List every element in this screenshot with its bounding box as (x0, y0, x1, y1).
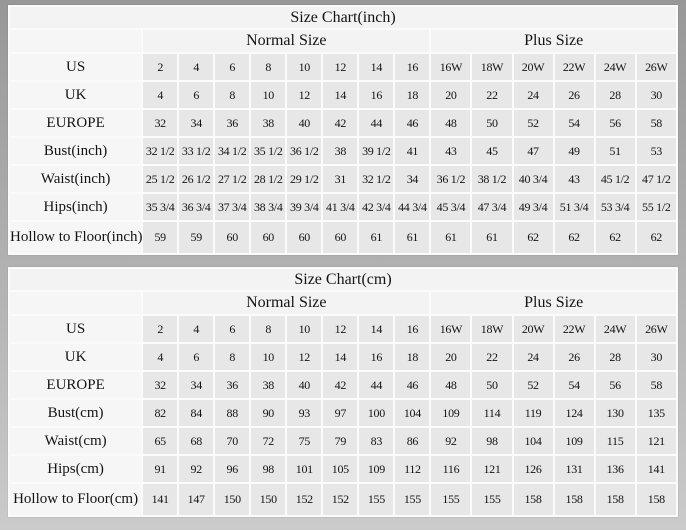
size-cell: 55 1/2 (637, 194, 676, 220)
group-header: Normal Size (143, 292, 429, 314)
size-cell: 8 (251, 54, 285, 80)
size-cell: 155 (472, 484, 511, 515)
size-cell: 86 (395, 428, 429, 454)
size-cell: 62 (514, 222, 553, 253)
size-cell: 8 (215, 344, 249, 370)
size-cell: 16W (431, 54, 470, 80)
size-cell: 32 1/2 (359, 166, 393, 192)
size-cell: 16 (359, 82, 393, 108)
size-cell: 60 (323, 222, 357, 253)
size-cell: 22 (472, 344, 511, 370)
row-label: Waist(cm) (10, 428, 141, 454)
row-label: Hollow to Floor(cm) (10, 484, 141, 515)
row-label: Hips(inch) (10, 194, 141, 220)
size-cell: 130 (596, 400, 635, 426)
size-cell: 2 (143, 54, 177, 80)
size-cell: 92 (431, 428, 470, 454)
row-label: US (10, 54, 141, 80)
size-cell: 20 (431, 344, 470, 370)
row-label: EUROPE (10, 372, 141, 398)
size-cell: 60 (251, 222, 285, 253)
size-cell: 54 (555, 372, 594, 398)
group-header: Normal Size (143, 30, 429, 52)
table-row (10, 316, 676, 342)
size-cell: 41 (395, 138, 429, 164)
size-cell: 53 3/4 (596, 194, 635, 220)
size-cell: 136 (596, 456, 635, 482)
size-cell: 59 (179, 222, 213, 253)
size-cell: 30 (637, 344, 676, 370)
size-cell: 18 (395, 82, 429, 108)
size-cell: 141 (637, 456, 676, 482)
size-cell: 82 (143, 400, 177, 426)
size-cell: 158 (637, 484, 676, 515)
size-cell: 38 3/4 (251, 194, 285, 220)
size-cell: 43 (431, 138, 470, 164)
size-cell: 35 3/4 (143, 194, 177, 220)
size-cell: 34 (395, 166, 429, 192)
size-cell: 36 (215, 110, 249, 136)
size-cell: 42 (323, 372, 357, 398)
size-cell: 8 (215, 82, 249, 108)
size-cell: 152 (323, 484, 357, 515)
size-cell: 131 (555, 456, 594, 482)
size-cell: 97 (323, 400, 357, 426)
group-header: Plus Size (431, 292, 676, 314)
size-cell: 28 1/2 (251, 166, 285, 192)
size-cell: 104 (514, 428, 553, 454)
size-cell: 109 (359, 456, 393, 482)
size-cell: 26 1/2 (179, 166, 213, 192)
size-cell: 38 (251, 110, 285, 136)
size-cell: 32 (143, 110, 177, 136)
size-cell: 61 (359, 222, 393, 253)
size-cell: 155 (395, 484, 429, 515)
size-cell: 24 (514, 344, 553, 370)
row-label: UK (10, 82, 141, 108)
size-cell: 50 (472, 110, 511, 136)
size-cell: 46 (395, 372, 429, 398)
size-cell: 58 (637, 372, 676, 398)
size-cell: 24W (596, 54, 635, 80)
size-cell: 4 (179, 316, 213, 342)
size-cell: 42 (323, 110, 357, 136)
size-cell: 26W (637, 316, 676, 342)
size-cell: 43 (555, 166, 594, 192)
size-cell: 32 (143, 372, 177, 398)
size-cell: 124 (555, 400, 594, 426)
size-cell: 10 (251, 82, 285, 108)
size-cell: 28 (596, 82, 635, 108)
size-cell: 96 (215, 456, 249, 482)
size-cell: 68 (179, 428, 213, 454)
size-cell: 4 (143, 344, 177, 370)
size-cell: 47 3/4 (472, 194, 511, 220)
table-row (10, 222, 676, 253)
size-cell: 36 1/2 (431, 166, 470, 192)
size-cell: 6 (215, 54, 249, 80)
size-cell: 98 (472, 428, 511, 454)
size-cell: 28 (596, 344, 635, 370)
size-cell: 115 (596, 428, 635, 454)
size-cell: 141 (143, 484, 177, 515)
size-cell: 12 (287, 344, 321, 370)
size-cell: 42 3/4 (359, 194, 393, 220)
row-label: Bust(cm) (10, 400, 141, 426)
size-cell: 53 (637, 138, 676, 164)
table-row (10, 194, 676, 220)
size-cell: 150 (251, 484, 285, 515)
size-cell: 155 (431, 484, 470, 515)
size-cell: 46 (395, 110, 429, 136)
size-cell: 36 1/2 (287, 138, 321, 164)
size-cell: 29 1/2 (287, 166, 321, 192)
table-row (10, 138, 676, 164)
size-cell: 27 1/2 (215, 166, 249, 192)
size-cell: 22W (555, 316, 594, 342)
size-cell: 18 (395, 344, 429, 370)
size-cell: 126 (514, 456, 553, 482)
size-cell: 109 (555, 428, 594, 454)
table-row (10, 456, 676, 482)
size-cell: 36 (215, 372, 249, 398)
size-cell: 6 (179, 344, 213, 370)
size-cell: 44 (359, 372, 393, 398)
table-title: Size Chart(inch) (10, 7, 676, 28)
size-cell: 101 (287, 456, 321, 482)
size-cell: 32 1/2 (143, 138, 177, 164)
table-row (10, 110, 676, 136)
size-cell: 52 (514, 110, 553, 136)
size-cell: 20 (431, 82, 470, 108)
size-cell: 54 (555, 110, 594, 136)
size-cell: 70 (215, 428, 249, 454)
size-cell: 31 (323, 166, 357, 192)
size-cell: 38 (323, 138, 357, 164)
corner-cell (10, 30, 141, 52)
size-cell: 59 (143, 222, 177, 253)
size-cell: 45 (472, 138, 511, 164)
size-cell: 16W (431, 316, 470, 342)
size-cell: 92 (179, 456, 213, 482)
size-cell: 14 (359, 316, 393, 342)
size-cell: 61 (431, 222, 470, 253)
size-cell: 45 1/2 (596, 166, 635, 192)
corner-cell (10, 292, 141, 314)
size-chart-inch (8, 5, 678, 255)
size-cell: 84 (179, 400, 213, 426)
size-cell: 100 (359, 400, 393, 426)
row-label: Hips(cm) (10, 456, 141, 482)
size-cell: 10 (287, 316, 321, 342)
size-cell: 34 (179, 372, 213, 398)
size-cell: 60 (215, 222, 249, 253)
size-cell: 44 3/4 (395, 194, 429, 220)
size-cell: 14 (323, 82, 357, 108)
size-cell: 33 1/2 (179, 138, 213, 164)
size-cell: 18W (472, 54, 511, 80)
size-cell: 20W (514, 316, 553, 342)
size-cell: 47 (514, 138, 553, 164)
size-cell: 72 (251, 428, 285, 454)
size-cell: 158 (555, 484, 594, 515)
size-cell: 48 (431, 372, 470, 398)
size-cell: 40 3/4 (514, 166, 553, 192)
size-cell: 40 (287, 372, 321, 398)
size-cell: 65 (143, 428, 177, 454)
table-row (10, 400, 676, 426)
table-row (10, 484, 676, 515)
size-cell: 40 (287, 110, 321, 136)
size-cell: 38 1/2 (472, 166, 511, 192)
size-cell: 90 (251, 400, 285, 426)
table-row (10, 344, 676, 370)
size-cell: 37 3/4 (215, 194, 249, 220)
table-row (10, 82, 676, 108)
size-cell: 35 1/2 (251, 138, 285, 164)
size-cell: 121 (472, 456, 511, 482)
size-cell: 25 1/2 (143, 166, 177, 192)
size-cell: 26 (555, 82, 594, 108)
size-cell: 26 (555, 344, 594, 370)
size-cell: 12 (287, 82, 321, 108)
size-cell: 24 (514, 82, 553, 108)
size-cell: 62 (555, 222, 594, 253)
size-cell: 10 (287, 54, 321, 80)
size-cell: 44 (359, 110, 393, 136)
size-cell: 16 (359, 344, 393, 370)
size-cell: 47 1/2 (637, 166, 676, 192)
row-label: Hollow to Floor(inch) (10, 222, 141, 253)
size-chart-cm (8, 267, 678, 517)
size-cell: 30 (637, 82, 676, 108)
size-cell: 41 3/4 (323, 194, 357, 220)
size-cell: 49 (555, 138, 594, 164)
size-cell: 62 (596, 222, 635, 253)
size-cell: 16 (395, 54, 429, 80)
size-cell: 104 (395, 400, 429, 426)
size-cell: 48 (431, 110, 470, 136)
size-cell: 39 1/2 (359, 138, 393, 164)
size-cell: 22 (472, 82, 511, 108)
row-label: Bust(inch) (10, 138, 141, 164)
size-cell: 4 (179, 54, 213, 80)
size-cell: 56 (596, 110, 635, 136)
size-cell: 39 3/4 (287, 194, 321, 220)
size-cell: 91 (143, 456, 177, 482)
size-cell: 112 (395, 456, 429, 482)
table-row (10, 54, 676, 80)
size-cell: 4 (143, 82, 177, 108)
size-cell: 62 (637, 222, 676, 253)
size-cell: 83 (359, 428, 393, 454)
size-cell: 10 (251, 344, 285, 370)
size-cell: 12 (323, 54, 357, 80)
size-cell: 88 (215, 400, 249, 426)
row-label: US (10, 316, 141, 342)
size-cell: 18W (472, 316, 511, 342)
row-label: UK (10, 344, 141, 370)
size-cell: 135 (637, 400, 676, 426)
size-cell: 116 (431, 456, 470, 482)
table-row (10, 428, 676, 454)
size-cell: 8 (251, 316, 285, 342)
size-cell: 51 (596, 138, 635, 164)
size-cell: 52 (514, 372, 553, 398)
size-cell: 60 (287, 222, 321, 253)
size-cell: 150 (215, 484, 249, 515)
table-title: Size Chart(cm) (10, 269, 676, 290)
size-cell: 2 (143, 316, 177, 342)
group-header: Plus Size (431, 30, 676, 52)
table-row (10, 166, 676, 192)
size-cell: 16 (395, 316, 429, 342)
row-label: EUROPE (10, 110, 141, 136)
size-cell: 12 (323, 316, 357, 342)
size-table-cm (8, 267, 678, 517)
size-cell: 49 3/4 (514, 194, 553, 220)
size-cell: 79 (323, 428, 357, 454)
size-cell: 58 (637, 110, 676, 136)
size-cell: 61 (395, 222, 429, 253)
size-cell: 147 (179, 484, 213, 515)
size-cell: 20W (514, 54, 553, 80)
size-table-inch (8, 5, 678, 255)
size-cell: 75 (287, 428, 321, 454)
size-cell: 50 (472, 372, 511, 398)
size-cell: 14 (323, 344, 357, 370)
size-cell: 34 (179, 110, 213, 136)
size-cell: 158 (596, 484, 635, 515)
size-cell: 6 (179, 82, 213, 108)
size-cell: 38 (251, 372, 285, 398)
size-cell: 98 (251, 456, 285, 482)
size-cell: 36 3/4 (179, 194, 213, 220)
size-cell: 158 (514, 484, 553, 515)
size-cell: 34 1/2 (215, 138, 249, 164)
size-cell: 119 (514, 400, 553, 426)
size-cell: 51 3/4 (555, 194, 594, 220)
size-cell: 152 (287, 484, 321, 515)
size-cell: 14 (359, 54, 393, 80)
size-cell: 24W (596, 316, 635, 342)
size-cell: 155 (359, 484, 393, 515)
row-label: Waist(inch) (10, 166, 141, 192)
size-cell: 61 (472, 222, 511, 253)
size-cell: 6 (215, 316, 249, 342)
size-cell: 105 (323, 456, 357, 482)
size-cell: 26W (637, 54, 676, 80)
size-cell: 45 3/4 (431, 194, 470, 220)
size-cell: 114 (472, 400, 511, 426)
size-cell: 56 (596, 372, 635, 398)
size-cell: 109 (431, 400, 470, 426)
table-row (10, 372, 676, 398)
size-cell: 93 (287, 400, 321, 426)
size-cell: 22W (555, 54, 594, 80)
size-cell: 121 (637, 428, 676, 454)
